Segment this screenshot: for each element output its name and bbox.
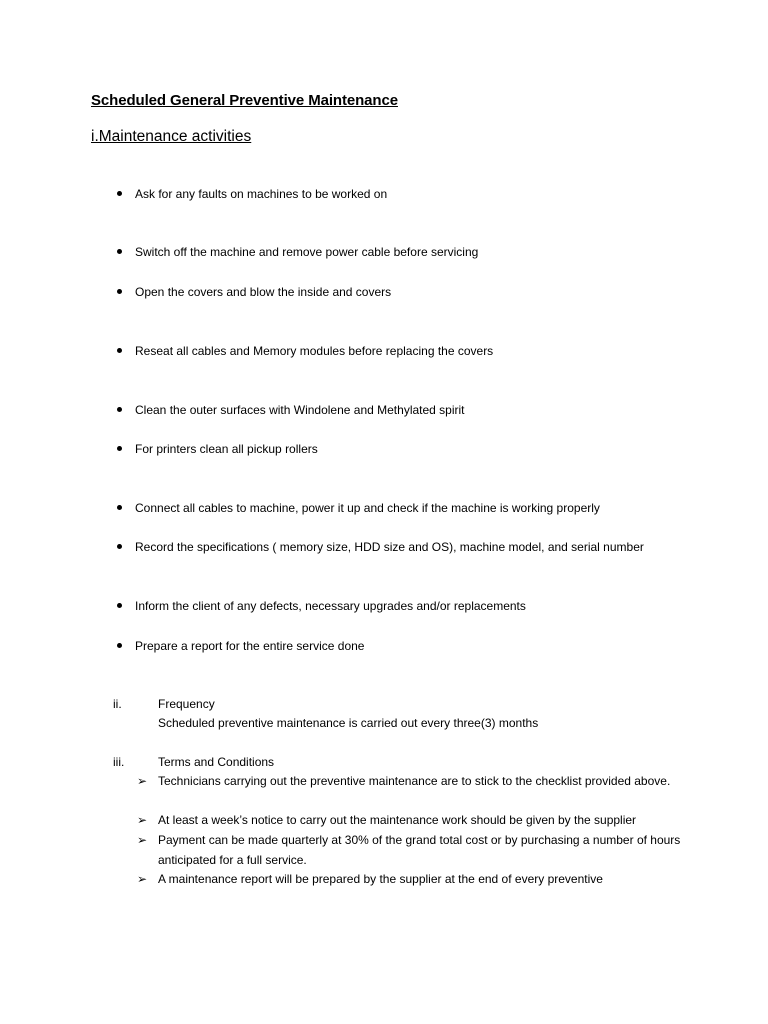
list-item (0, 243, 768, 263)
list-item (0, 499, 768, 519)
list-item-text: Record the specifications ( memory size, HDD size and OS), machine model, and serial number (135, 540, 644, 554)
bullet-icon (117, 544, 122, 549)
bullet-icon (117, 249, 122, 254)
bullet-icon (117, 289, 122, 294)
list-item (0, 538, 768, 558)
list-item-text: Switch off the machine and remove power cable before servicing (135, 245, 479, 259)
bullet-icon (117, 348, 122, 353)
bullet-icon (117, 643, 122, 648)
list-item-text: Ask for any faults on machines to be worked on (135, 187, 388, 201)
section-numeral-iii: iii. (113, 755, 125, 769)
list-item (0, 597, 768, 617)
list-item-text: Clean the outer surfaces with Windolene and Methylated spirit (135, 403, 465, 417)
document-title: Scheduled General Preventive Maintenance (91, 92, 398, 109)
list-item-text: Connect all cables to machine, power it up and check if the machine is working properly (135, 501, 600, 515)
arrow-bullet-icon: ➢ (137, 774, 148, 788)
bullet-icon (117, 446, 122, 451)
arrow-bullet-icon: ➢ (137, 833, 148, 847)
list-item (0, 637, 768, 657)
list-item (0, 440, 768, 460)
arrow-bullet-icon: ➢ (137, 872, 148, 886)
bullet-icon (117, 407, 122, 412)
bullet-icon (117, 191, 122, 196)
frequency-text: Scheduled preventive maintenance is carried out every three(3) months (158, 716, 539, 730)
arrow-bullet-icon: ➢ (137, 813, 148, 827)
list-item-text: A maintenance report will be prepared by the supplier at the end of every preventive (158, 872, 603, 886)
bullet-icon (117, 505, 122, 510)
list-item-text: For printers clean all pickup rollers (135, 442, 318, 456)
section-heading-maintenance-activities: i.Maintenance activities (91, 128, 252, 145)
bullet-icon (117, 603, 122, 608)
list-item-text: Payment can be made quarterly at 30% of the grand total cost or by purchasing a number of hours anticipated for a full service. (158, 833, 681, 867)
list-item-text: Reseat all cables and Memory modules before replacing the covers (135, 344, 494, 358)
list-item (0, 185, 768, 205)
section-heading-frequency: Frequency (158, 697, 215, 711)
list-item (0, 401, 768, 421)
list-item (0, 342, 768, 362)
list-item-text: Inform the client of any defects, necessary upgrades and/or replacements (135, 599, 526, 613)
list-item-text: At least a week’s notice to carry out the maintenance work should be given by the supplier (158, 813, 637, 827)
section-heading-terms-and-conditions: Terms and Conditions (158, 755, 275, 769)
list-item-text: Technicians carrying out the preventive maintenance are to stick to the checklist provided above. (158, 774, 671, 788)
list-item-text: Prepare a report for the entire service done (135, 639, 365, 653)
list-item-text: Open the covers and blow the inside and covers (135, 285, 392, 299)
list-item (0, 283, 768, 303)
section-numeral-ii: ii. (113, 697, 122, 711)
